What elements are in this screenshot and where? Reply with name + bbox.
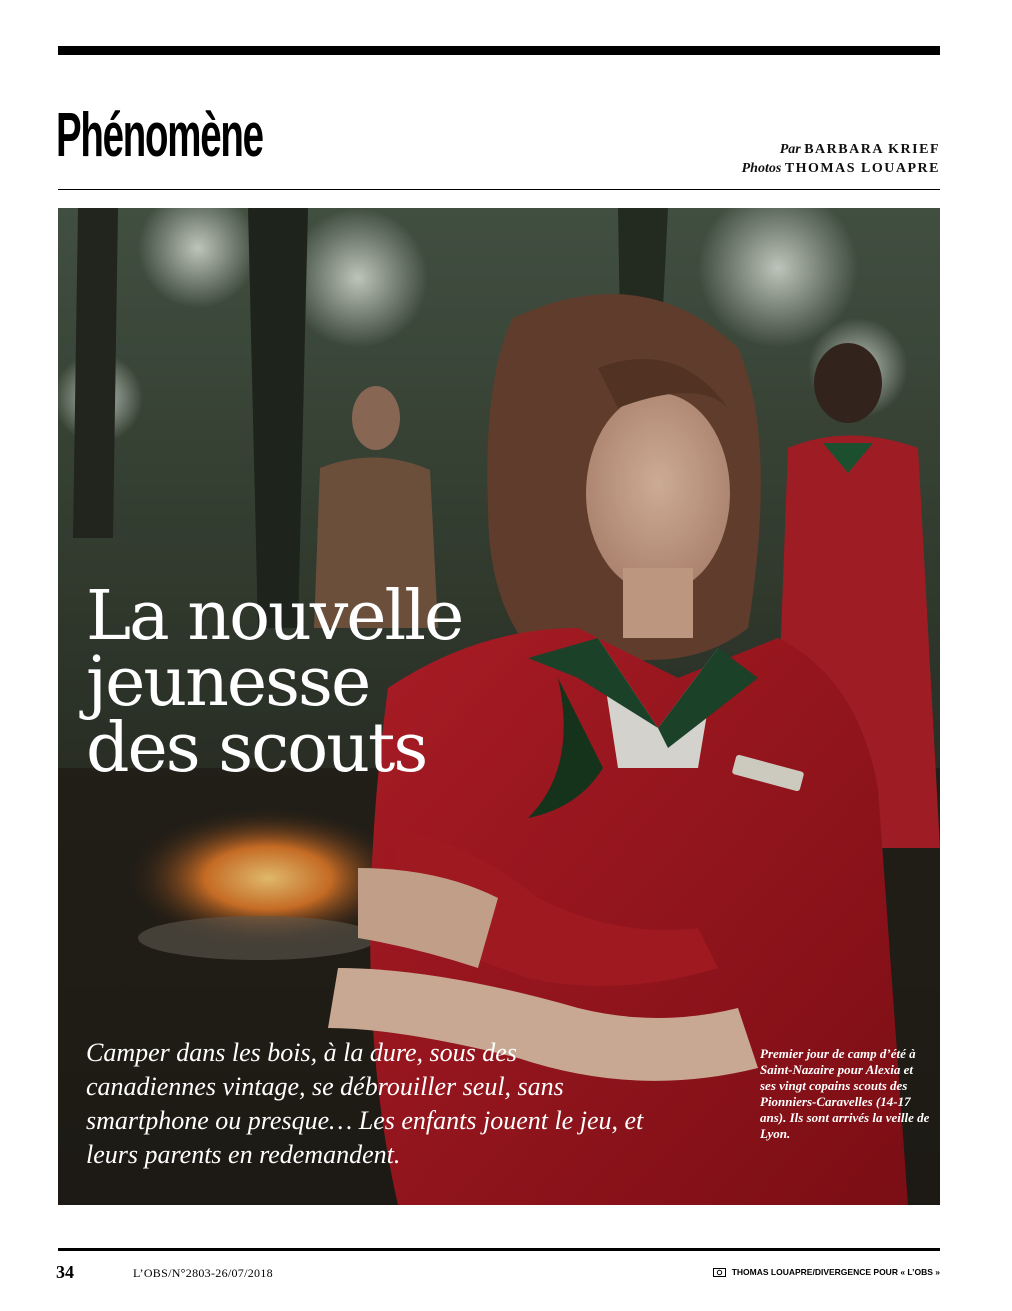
photo-credit — [713, 1267, 940, 1277]
page-number: 34 — [56, 1262, 74, 1282]
headline-line: jeunesse — [86, 643, 370, 722]
standfirst: Camper dans les bois, à la dure, sous des canadiennes vintage, se débrouiller seul, sans smartphone ou presque… Les enfants jouent le jeu, et leurs parents en redemandent. — [86, 1038, 644, 1169]
header-rule — [58, 189, 940, 190]
photo-credit-text: THOMAS LOUAPRE/DIVERGENCE POUR « L’OBS » — [731, 1267, 940, 1277]
author-name: BARBARA KRIEF — [804, 142, 940, 157]
top-rule — [58, 46, 940, 55]
photo-caption: Premier jour de camp d’été à Saint-Nazaire pour Alexia et ses vingt copains scouts des Pionniers-Caravelles (14-17 ans). Ils sont arrivés la veille de Lyon. — [760, 1046, 930, 1141]
headline — [86, 577, 463, 788]
byline-label: Par — [779, 142, 801, 157]
headline-line: des scouts — [86, 709, 427, 788]
issue-info: L’OBS/N°2803-26/07/2018 — [133, 1266, 273, 1280]
credits — [742, 140, 940, 178]
photographer-name: THOMAS LOUAPRE — [784, 161, 940, 176]
camera-icon — [713, 1268, 726, 1277]
byline — [742, 140, 940, 159]
photo-byline — [742, 159, 940, 178]
footer-rule — [58, 1248, 940, 1251]
photos-label: Photos — [741, 161, 782, 176]
section-title: Phénomène — [56, 101, 263, 170]
headline-line: La nouvelle — [86, 577, 463, 656]
hero-photo — [58, 208, 940, 1205]
